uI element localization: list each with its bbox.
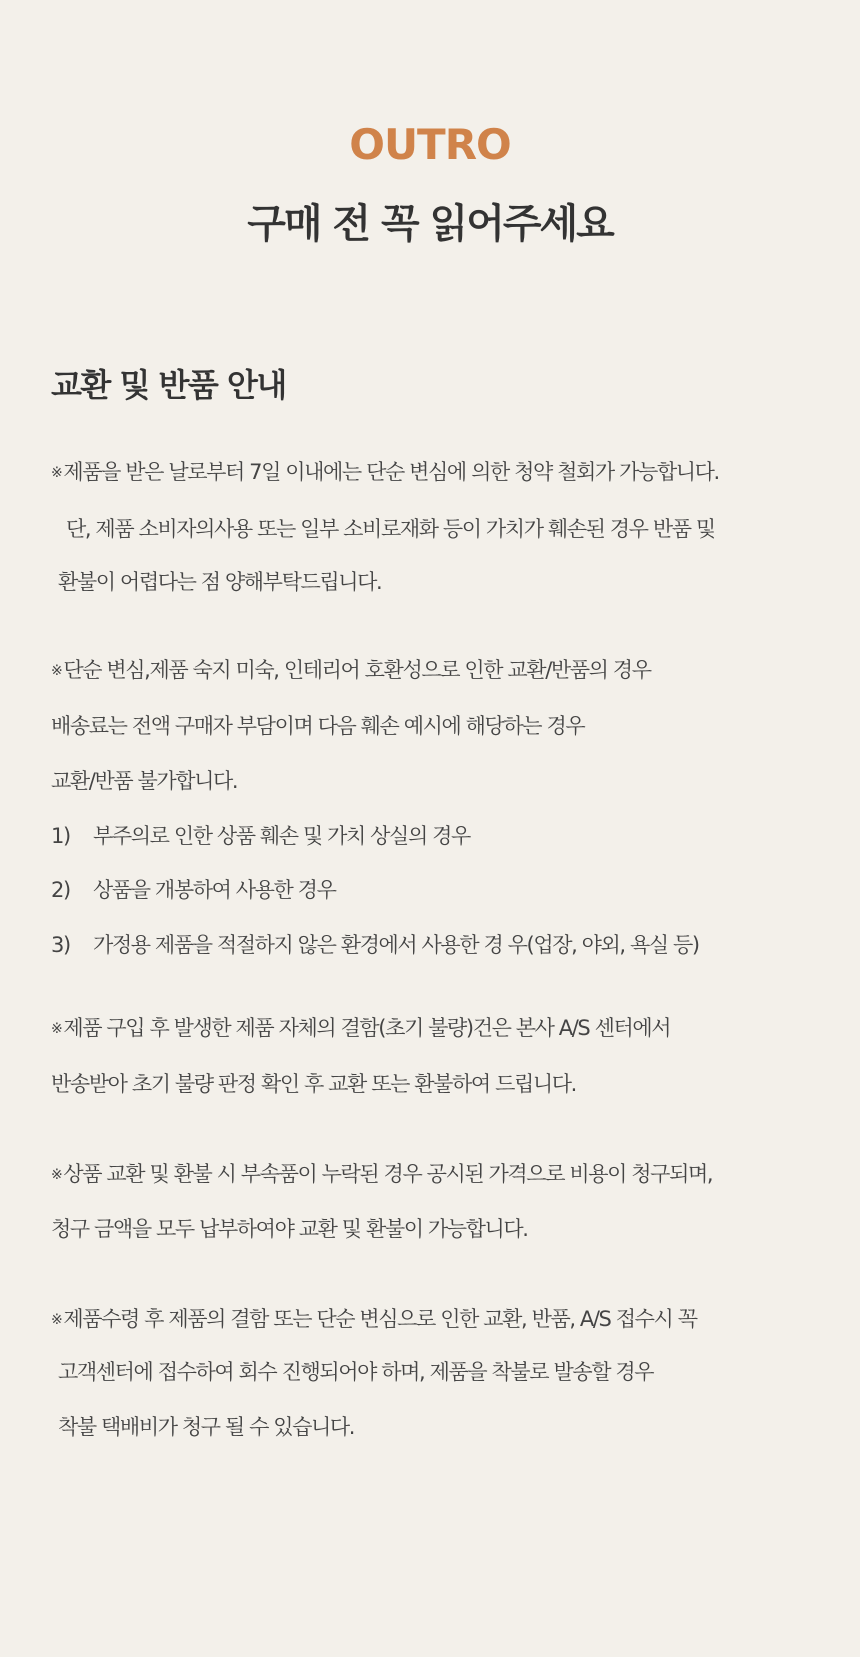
reference-mark: ※ xyxy=(51,465,62,481)
notice-text: 상품 교환 및 환불 시 부속품이 누락된 경우 공시된 가격으로 비용이 청구되며, xyxy=(63,1162,713,1186)
brand-title: OUTRO xyxy=(349,120,511,169)
notice-text: 단순 변심,제품 숙지 미숙, 인테리어 호환성으로 인한 교환/반품의 경우 xyxy=(63,658,651,682)
notice-4-line-1 xyxy=(51,1160,712,1189)
reference-mark: ※ xyxy=(51,663,62,679)
section-title: 교환 및 반품 안내 xyxy=(51,366,286,404)
list-number: 3) xyxy=(51,933,70,957)
list-number: 2) xyxy=(51,878,70,902)
notice-1-line-2: 단, 제품 소비자의사용 또는 일부 소비로재화 등이 가치가 훼손된 경우 반품 및 xyxy=(66,517,715,541)
notice-4-line-2: 청구 금액을 모두 납부하여야 교환 및 환불이 가능합니다. xyxy=(51,1217,528,1241)
page-title: 구매 전 꼭 읽어주세요 xyxy=(247,201,613,247)
notice-2-line-1 xyxy=(51,656,651,685)
notice-1-line-3: 환불이 어렵다는 점 양해부탁드립니다. xyxy=(58,570,382,594)
notice-5-line-3: 착불 택배비가 청구 될 수 있습니다. xyxy=(58,1415,355,1439)
notice-5-line-2: 고객센터에 접수하여 회수 진행되어야 하며, 제품을 착불로 발송할 경우 xyxy=(58,1360,654,1384)
list-text: 부주의로 인한 상품 훼손 및 가치 상실의 경우 xyxy=(93,824,470,848)
notice-5-line-1 xyxy=(51,1305,697,1334)
notice-2-line-2: 배송료는 전액 구매자 부담이며 다음 훼손 예시에 해당하는 경우 xyxy=(51,714,585,738)
notice-3-line-1 xyxy=(51,1014,670,1043)
reference-mark: ※ xyxy=(51,1167,62,1183)
notice-2-line-3: 교환/반품 불가합니다. xyxy=(51,769,238,793)
list-number: 1) xyxy=(51,824,70,848)
notice-text: 제품을 받은 날로부터 7일 이내에는 단순 변심에 의한 청약 철회가 가능합니다. xyxy=(63,460,719,484)
notice-text: 제품수령 후 제품의 결함 또는 단순 변심으로 인한 교환, 반품, A/S 접수시 꼭 xyxy=(63,1307,697,1331)
reference-mark: ※ xyxy=(51,1312,62,1328)
list-text: 상품을 개봉하여 사용한 경우 xyxy=(93,878,336,902)
list-item-2 xyxy=(51,876,335,904)
list-text: 가정용 제품을 적절하지 않은 환경에서 사용한 경 우(업장, 야외, 욕실 등) xyxy=(93,933,699,957)
reference-mark: ※ xyxy=(51,1021,62,1037)
list-item-3 xyxy=(51,931,699,959)
notice-text: 제품 구입 후 발생한 제품 자체의 결함(초기 불량)건은 본사 A/S 센터에서 xyxy=(63,1016,671,1040)
notice-1-line-1 xyxy=(51,458,719,487)
notice-3-line-2: 반송받아 초기 불량 판정 확인 후 교환 또는 환불하여 드립니다. xyxy=(51,1072,576,1096)
list-item-1 xyxy=(51,822,470,850)
